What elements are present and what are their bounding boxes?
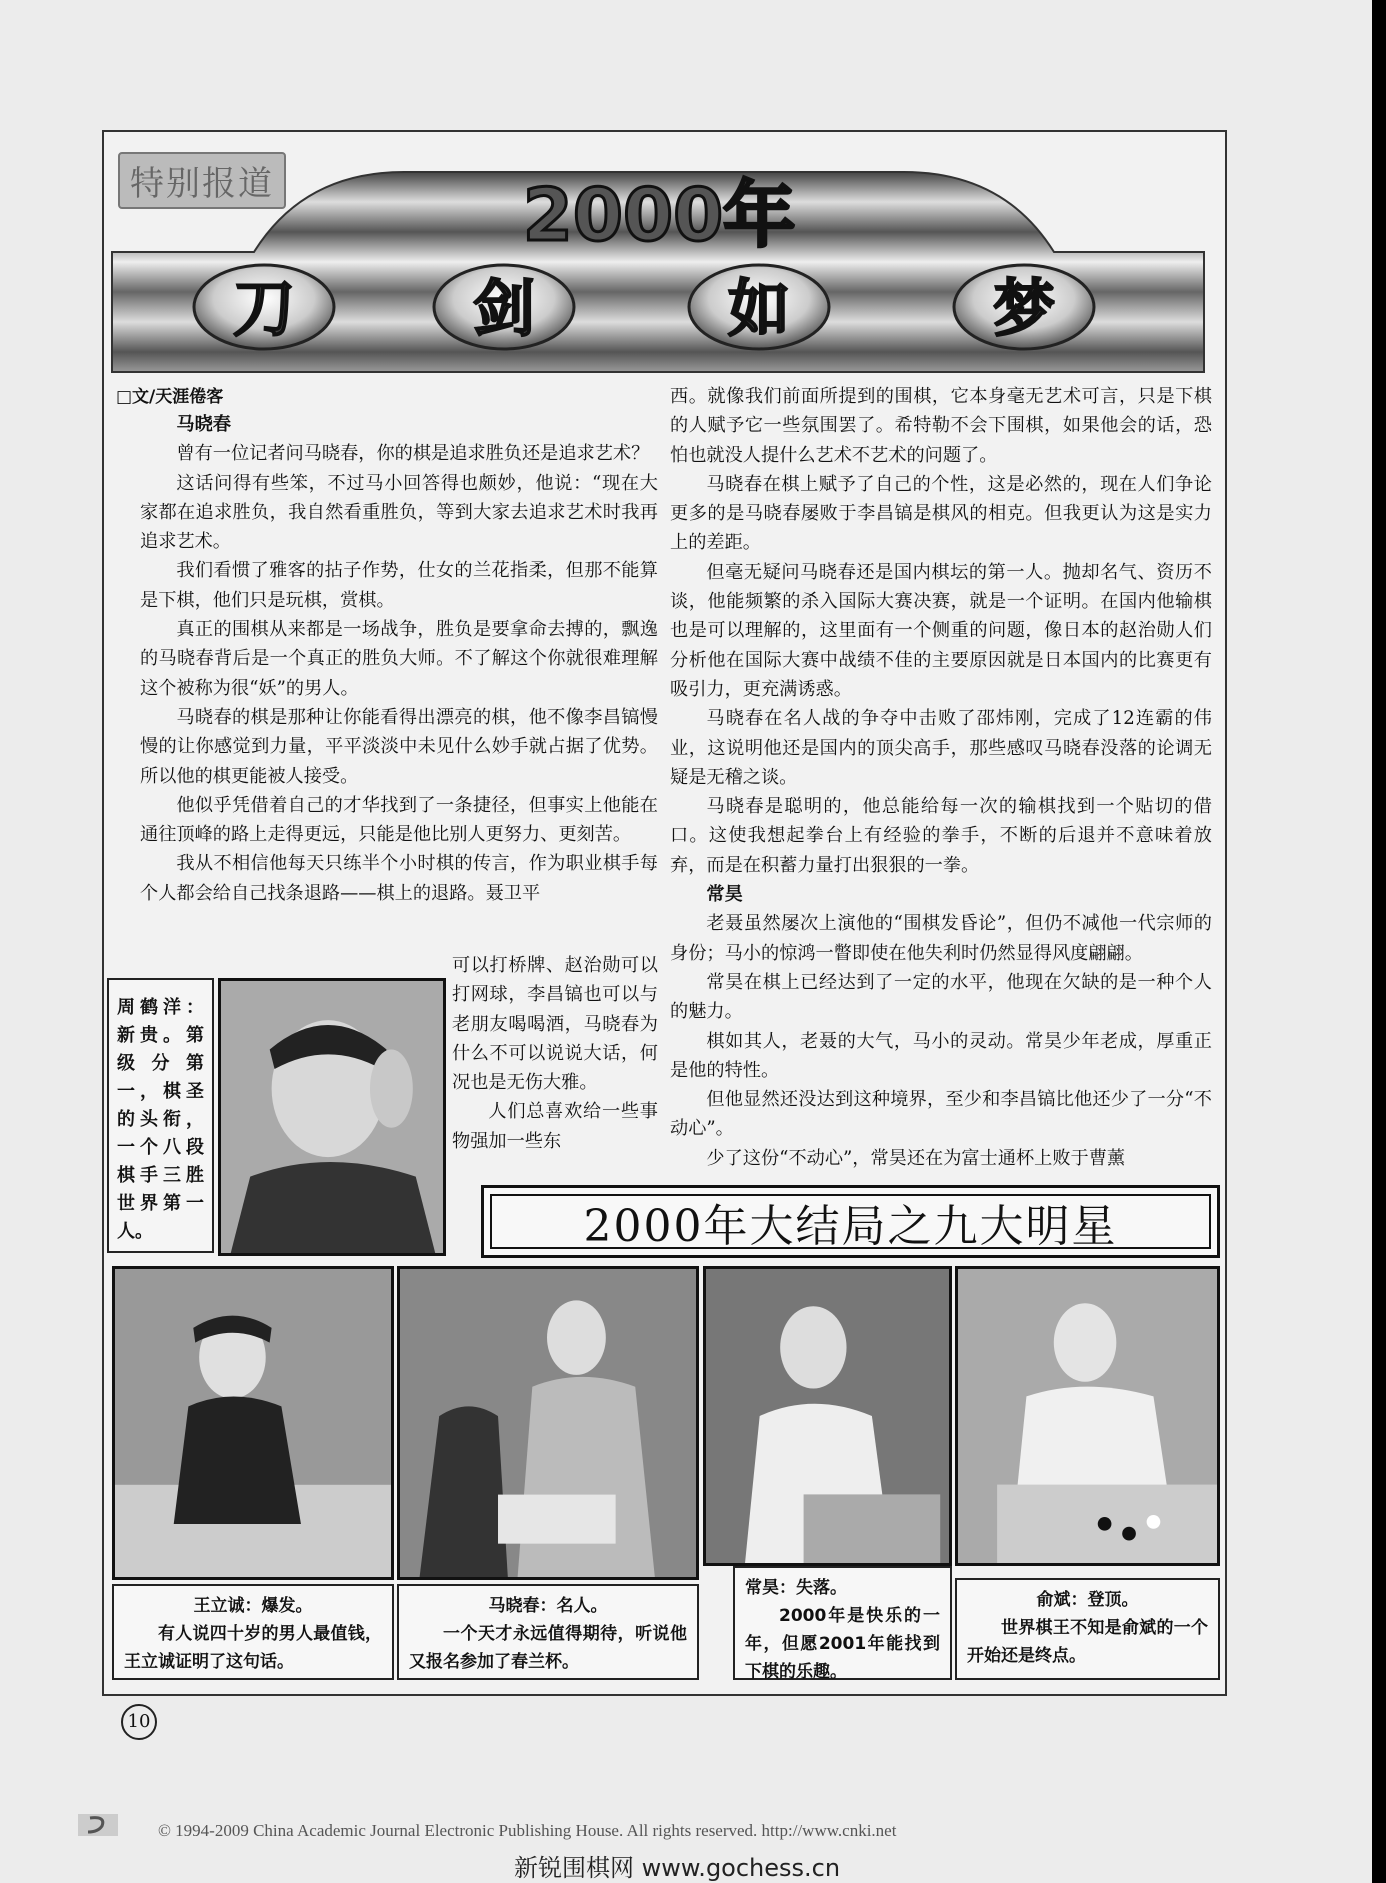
chang-hao-name: 常昊：失落。 [745,1578,847,1598]
left-column-paragraph: 他似乎凭借着自己的才华找到了一条捷径，但事实上他能在通往顶峰的路上走得更远，只能是他比别人更努力、更刻苦。 [140,794,658,846]
zhou-heyang-photo [218,978,446,1256]
wang-licheng-name: 王立诚：爆发。 [193,1596,313,1616]
scan-edge [1372,0,1386,1883]
middle-column-paragraph: 人们总喜欢给一些事物强加一些东 [452,1101,658,1152]
left-column-paragraph: 曾有一位记者问马晓春，你的棋是追求胜负还是追求艺术？ [176,443,650,465]
wang-licheng-photo [112,1266,394,1580]
article-header [104,132,1221,387]
right-column-paragraph: 少了这份“不动心”，常昊还在为富士通杯上败于曹薰 [706,1147,1126,1169]
header-title-char-3: 如 [727,272,791,345]
page-number: 10 [121,1704,157,1740]
left-column-paragraph: 我们看惯了雅客的拈子作势，仕女的兰花指柔，但那不能算是下棋，他们只是玩棋，赏棋。 [140,560,658,611]
yu-bin-text: 世界棋王不知是俞斌的一个开始还是终点。 [967,1618,1208,1666]
left-column-paragraph: 马晓春的棋是那种让你能看得出漂亮的棋，他不像李昌镐慢慢的让你感觉到力量，平平淡淡中未见什么妙手就占据了优势。所以他的棋更能被人接受。 [140,706,658,787]
right-column [670,382,1212,1173]
ma-xiaochun-text: 一个天才永远值得期待，听说他又报名参加了春兰杯。 [409,1624,687,1672]
yu-bin-photo [955,1266,1220,1566]
right-column-paragraph: 马晓春在名人战的争夺中击败了邵炜刚，完成了12连霸的伟业，这说明他还是国内的顶尖高手，那些感叹马晓春没落的论调无疑是无稽之谈。 [670,708,1212,788]
right-column-paragraph: 西。就像我们前面所提到的围棋，它本身毫无艺术可言，只是下棋的人赋予它一些氛围罢了。希特勒不会下围棋，如果他会的话，恐怕也就没人提什么艺术不艺术的问题了。 [670,386,1212,466]
cnki-logo-icon [76,1810,120,1840]
left-column-paragraph: 我从不相信他每天只练半个小时棋的传言，作为职业棋手每个人都会给自己找条退路——棋上的退路。聂卫平 [140,853,658,904]
right-column-subheading: 常昊 [706,884,743,906]
left-column-subheading: 马晓春 [176,414,231,435]
yu-bin-caption [955,1578,1220,1680]
header-title-char-2: 剑 [472,272,536,345]
left-column [140,410,658,908]
header-title-char-1: 刀 [232,272,296,345]
right-column-paragraph: 但他显然还没达到这种境界，至少和李昌镐比他还少了一分“不动心”。 [670,1089,1212,1140]
left-column-paragraph: 真正的围棋从来都是一场战争，胜负是要拿命去搏的，飘逸的马晓春背后是一个真正的胜负大师。不了解这个你就很难理解这个被称为很“妖”的男人。 [140,619,658,699]
wang-licheng-caption [112,1584,394,1680]
zhou-heyang-caption: 周鹤洋：新贵。第级分第一，棋圣的头衔，一个八段棋手三胜世界第一人。 [107,978,214,1253]
right-column-paragraph: 常昊在棋上已经达到了一定的水平，他现在欠缺的是一种个人的魅力。 [670,971,1212,1023]
byline: □文/天涯倦客 [116,387,224,407]
ma-xiaochun-caption [397,1584,699,1680]
right-column-paragraph: 马晓春是聪明的，他总能给每一次的输棋找到一个贴切的借口。这使我想起拳台上有经验的拳手，不断的后退并不意味着放弃，而是在积蓄力量打出狠狠的一拳。 [670,796,1212,876]
yu-bin-name: 俞斌：登顶。 [1036,1590,1139,1610]
right-column-paragraph: 马晓春在棋上赋予了自己的个性，这是必然的，现在人们争论更多的是马晓春屡败于李昌镐是棋风的相克。但我更认为这是实力上的差距。 [670,473,1212,554]
chang-hao-caption [733,1566,952,1680]
middle-column-paragraph: 可以打桥牌、赵治勋可以打网球，李昌镐也可以与老朋友喝喝酒，马晓春为什么不可以说说大话，何况也是无伤大雅。 [452,955,658,1094]
left-column-paragraph: 这话问得有些笨，不过马小回答得也颇妙，他说：“现在大家都在追求胜负，我自然看重胜负，等到大家去追求艺术时我再追求艺术。 [140,472,658,553]
wang-licheng-text: 有人说四十岁的男人最值钱，王立诚证明了这句话。 [124,1624,382,1672]
chang-hao-photo [703,1266,952,1566]
copyright-footer: © 1994-2009 China Academic Journal Electronic Publishing House. All rights reserved. http://www.cnki.net [158,1821,897,1840]
header-title-char-4: 梦 [992,272,1056,345]
section-tag: 特别报道 [118,152,286,209]
chang-hao-text: 2000年是快乐的一年，但愿2001年能找到下棋的乐趣。 [745,1606,940,1682]
site-watermark: 新锐围棋网 www.gochess.cn [514,1854,841,1882]
ma-xiaochun-name: 马晓春：名人。 [488,1596,608,1616]
ma-xiaochun-photo [397,1266,699,1580]
header-year-title: 2000年 [522,173,796,257]
middle-column [452,951,658,1156]
right-column-paragraph: 棋如其人，老聂的大气，马小的灵动。常昊少年老成，厚重正是他的特性。 [670,1030,1212,1081]
right-column-paragraph: 但毫无疑问马晓春还是国内棋坛的第一人。抛却名气、资历不谈，他能频繁的杀入国际大赛决赛，就是一个证明。在国内他输棋也是可以理解的，这里面有一个侧重的问题，像日本的赵治勋人们分析他在国际大赛中战绩不佳的主要原因就是日本国内的比赛更有吸引力，更充满诱惑。 [670,561,1212,700]
banner-title: 2000年大结局之九大明星 [490,1194,1211,1249]
nine-stars-banner [481,1185,1220,1258]
right-column-paragraph: 老聂虽然屡次上演他的“围棋发昏论”，但仍不减他一代宗师的身份；马小的惊鸿一瞥即使在他失利时仍然显得风度翩翩。 [670,913,1212,964]
